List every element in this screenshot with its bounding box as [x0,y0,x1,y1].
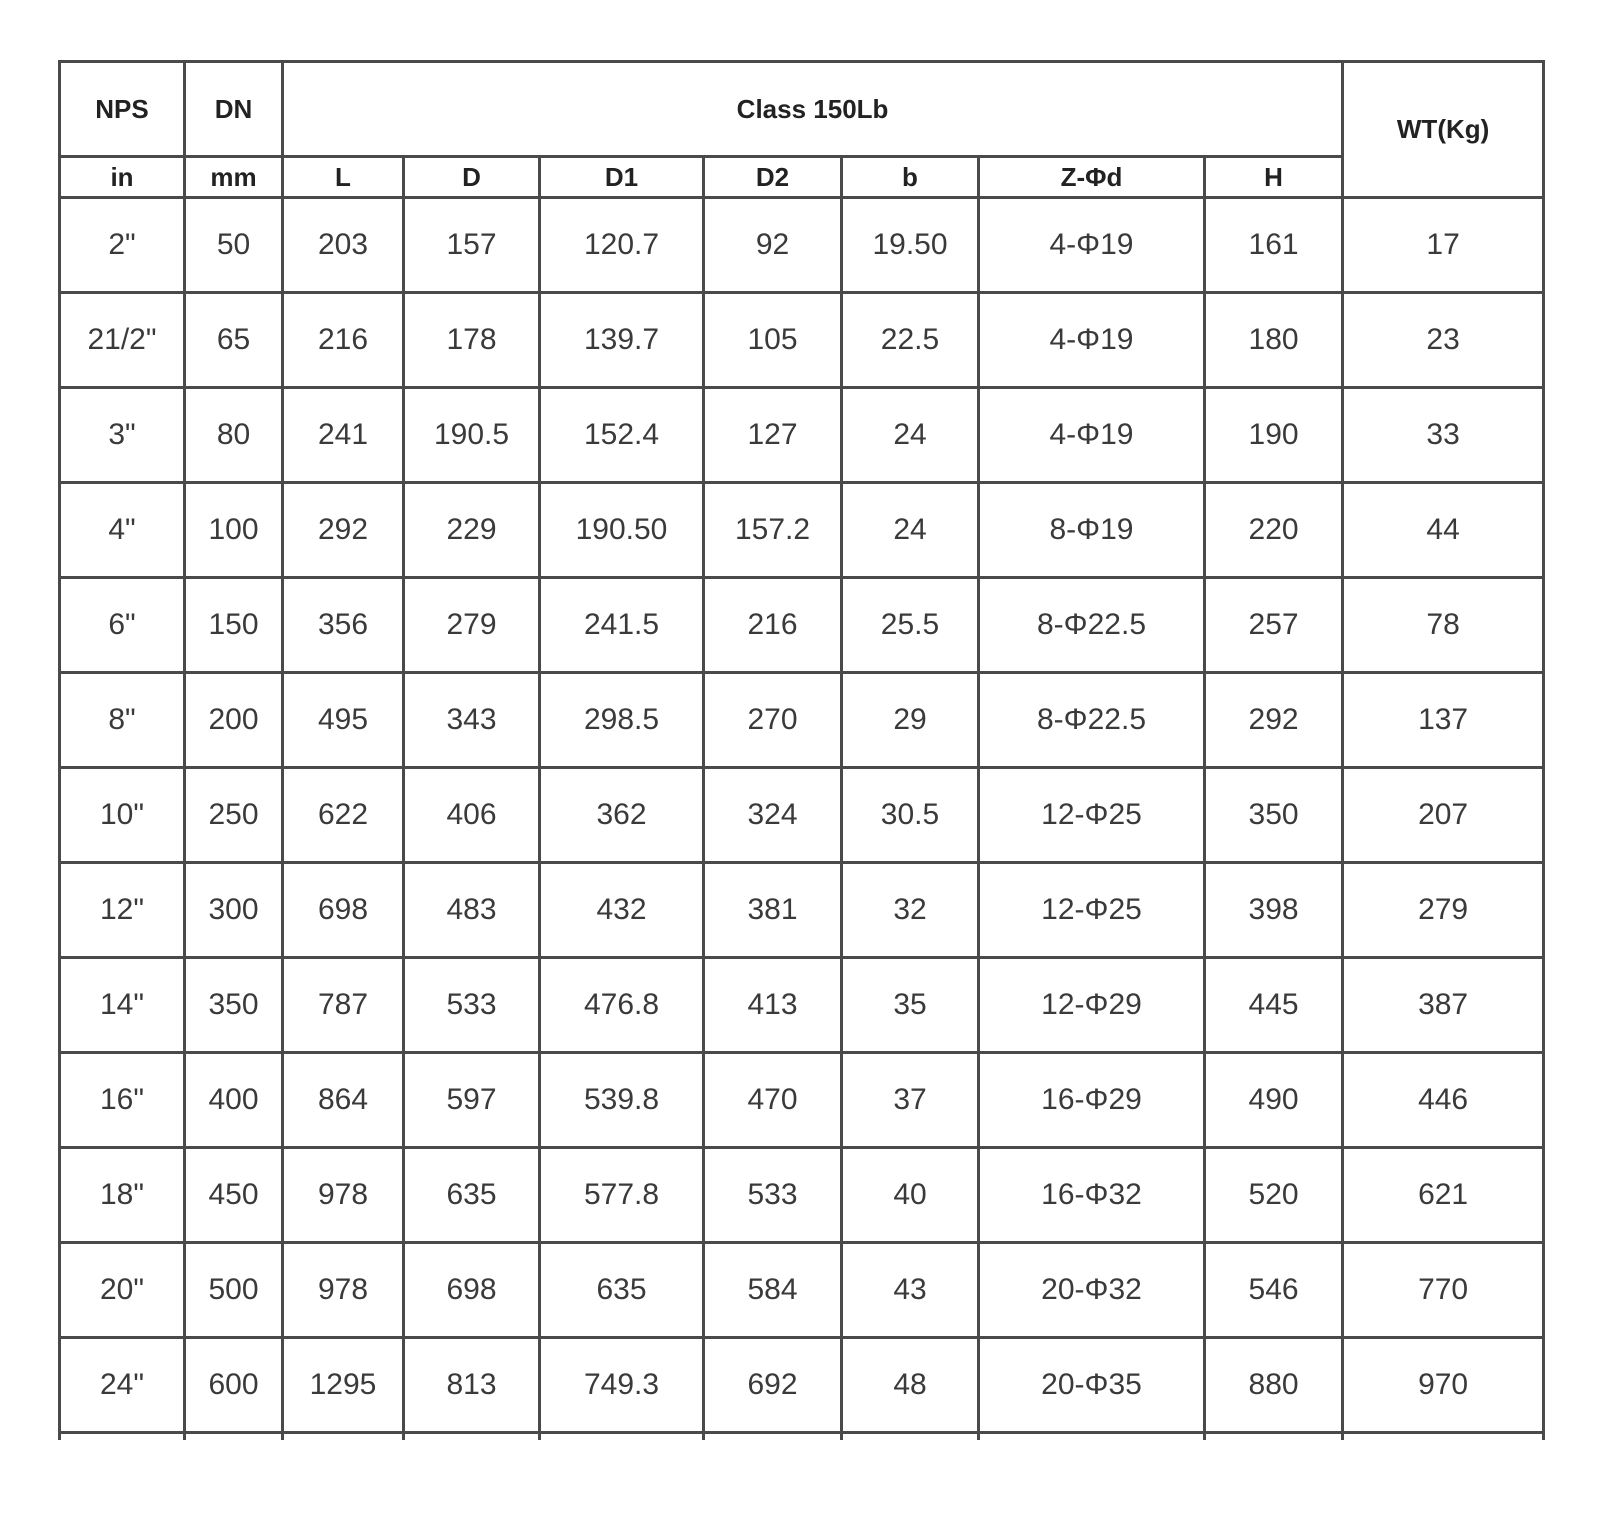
cell-h: 398 [1205,863,1343,958]
subheader-d1: D1 [540,157,704,198]
cell-weight: 970 [1343,1338,1544,1433]
cell-d2: 216 [704,578,842,673]
cell-h: 880 [1205,1338,1343,1433]
cell-d2: 92 [704,198,842,293]
cell-d: 229 [404,483,540,578]
tail-cell [704,1433,842,1441]
table-row [60,863,1544,958]
table-row [60,768,1544,863]
header-dn: DN [185,62,283,157]
cell-z-phi-d: 20-Φ35 [979,1338,1205,1433]
cell-nps: 4" [60,483,185,578]
cell-weight: 279 [1343,863,1544,958]
cell-h: 190 [1205,388,1343,483]
subheader-b: b [842,157,979,198]
header-weight: WT(Kg) [1343,62,1544,198]
valve-dimension-table [58,60,1545,1440]
cell-d: 406 [404,768,540,863]
cell-weight: 137 [1343,673,1544,768]
cell-dn: 100 [185,483,283,578]
cell-z-phi-d: 4-Φ19 [979,293,1205,388]
cell-dn: 500 [185,1243,283,1338]
subheader-h: H [1205,157,1343,198]
cell-b: 19.50 [842,198,979,293]
tail-cell [979,1433,1205,1441]
cell-weight: 621 [1343,1148,1544,1243]
cell-d: 597 [404,1053,540,1148]
cell-l: 203 [283,198,404,293]
cell-h: 292 [1205,673,1343,768]
cell-l: 864 [283,1053,404,1148]
cell-l: 356 [283,578,404,673]
cell-dn: 300 [185,863,283,958]
cell-dn: 600 [185,1338,283,1433]
table-row [60,1243,1544,1338]
cell-nps: 24" [60,1338,185,1433]
table-row [60,1148,1544,1243]
cell-d2: 324 [704,768,842,863]
cell-d1: 476.8 [540,958,704,1053]
cell-dn: 50 [185,198,283,293]
tail-cell [283,1433,404,1441]
cell-d: 279 [404,578,540,673]
cell-weight: 770 [1343,1243,1544,1338]
cell-h: 220 [1205,483,1343,578]
cell-d: 343 [404,673,540,768]
cell-d2: 157.2 [704,483,842,578]
cell-d2: 127 [704,388,842,483]
cell-l: 241 [283,388,404,483]
cell-z-phi-d: 12-Φ25 [979,863,1205,958]
cell-weight: 33 [1343,388,1544,483]
header-row-sub [60,157,1544,198]
cell-d: 813 [404,1338,540,1433]
cell-z-phi-d: 16-Φ32 [979,1148,1205,1243]
cell-nps: 2" [60,198,185,293]
header-nps: NPS [60,62,185,157]
subheader-in: in [60,157,185,198]
cell-nps: 18" [60,1148,185,1243]
table-row [60,1338,1544,1433]
cell-z-phi-d: 8-Φ22.5 [979,673,1205,768]
cell-dn: 150 [185,578,283,673]
cell-nps: 8" [60,673,185,768]
cell-b: 24 [842,388,979,483]
table-row [60,293,1544,388]
subheader-l: L [283,157,404,198]
table-row [60,1053,1544,1148]
cell-l: 978 [283,1148,404,1243]
cell-dn: 450 [185,1148,283,1243]
cell-weight: 446 [1343,1053,1544,1148]
cell-d1: 635 [540,1243,704,1338]
tail-cell [404,1433,540,1441]
cell-h: 445 [1205,958,1343,1053]
subheader-d2: D2 [704,157,842,198]
cell-b: 48 [842,1338,979,1433]
cell-h: 520 [1205,1148,1343,1243]
tail-cell [540,1433,704,1441]
cell-weight: 207 [1343,768,1544,863]
cell-dn: 250 [185,768,283,863]
cell-l: 1295 [283,1338,404,1433]
cell-b: 40 [842,1148,979,1243]
cell-weight: 78 [1343,578,1544,673]
tail-cell [1343,1433,1544,1441]
cell-d: 483 [404,863,540,958]
cell-b: 29 [842,673,979,768]
cell-d1: 298.5 [540,673,704,768]
cell-l: 495 [283,673,404,768]
cell-d1: 241.5 [540,578,704,673]
cell-d1: 139.7 [540,293,704,388]
cell-b: 43 [842,1243,979,1338]
table-row [60,483,1544,578]
subheader-d: D [404,157,540,198]
cell-b: 35 [842,958,979,1053]
cell-nps: 10" [60,768,185,863]
cell-z-phi-d: 8-Φ19 [979,483,1205,578]
cell-nps: 6" [60,578,185,673]
cell-d: 698 [404,1243,540,1338]
cell-d1: 539.8 [540,1053,704,1148]
cell-d2: 413 [704,958,842,1053]
tail-cell [185,1433,283,1441]
header-row-top [60,62,1544,157]
cell-d2: 381 [704,863,842,958]
cell-d: 533 [404,958,540,1053]
cell-d1: 432 [540,863,704,958]
cell-weight: 44 [1343,483,1544,578]
cell-weight: 23 [1343,293,1544,388]
cell-b: 25.5 [842,578,979,673]
cell-l: 787 [283,958,404,1053]
cell-z-phi-d: 12-Φ25 [979,768,1205,863]
cell-d: 157 [404,198,540,293]
cell-d2: 584 [704,1243,842,1338]
cell-nps: 3" [60,388,185,483]
cell-dn: 400 [185,1053,283,1148]
cell-b: 22.5 [842,293,979,388]
cell-z-phi-d: 4-Φ19 [979,388,1205,483]
cell-nps: 20" [60,1243,185,1338]
cell-nps: 14" [60,958,185,1053]
cell-h: 546 [1205,1243,1343,1338]
cell-h: 350 [1205,768,1343,863]
cell-d1: 577.8 [540,1148,704,1243]
cell-d1: 749.3 [540,1338,704,1433]
table-row [60,388,1544,483]
cell-nps: 21/2" [60,293,185,388]
cell-d2: 692 [704,1338,842,1433]
cell-b: 24 [842,483,979,578]
cell-nps: 12" [60,863,185,958]
cell-d1: 120.7 [540,198,704,293]
subheader-z-phi-d: Z-Φd [979,157,1205,198]
cell-d2: 533 [704,1148,842,1243]
cell-z-phi-d: 4-Φ19 [979,198,1205,293]
cell-h: 490 [1205,1053,1343,1148]
cell-b: 30.5 [842,768,979,863]
cell-b: 32 [842,863,979,958]
cell-l: 698 [283,863,404,958]
cell-d: 178 [404,293,540,388]
table-row [60,578,1544,673]
cell-d1: 190.50 [540,483,704,578]
table-row [60,958,1544,1053]
header-class: Class 150Lb [283,62,1343,157]
cell-nps: 16" [60,1053,185,1148]
cell-d1: 152.4 [540,388,704,483]
cell-l: 978 [283,1243,404,1338]
tail-cell [1205,1433,1343,1441]
tail-cell [60,1433,185,1441]
table-row [60,673,1544,768]
cell-dn: 65 [185,293,283,388]
table-tail-row [60,1433,1544,1441]
cell-z-phi-d: 16-Φ29 [979,1053,1205,1148]
cell-d2: 270 [704,673,842,768]
cell-dn: 200 [185,673,283,768]
cell-b: 37 [842,1053,979,1148]
cell-l: 622 [283,768,404,863]
table-row [60,198,1544,293]
tail-cell [842,1433,979,1441]
cell-h: 257 [1205,578,1343,673]
cell-l: 216 [283,293,404,388]
cell-d: 635 [404,1148,540,1243]
cell-z-phi-d: 8-Φ22.5 [979,578,1205,673]
cell-d1: 362 [540,768,704,863]
cell-weight: 387 [1343,958,1544,1053]
cell-z-phi-d: 12-Φ29 [979,958,1205,1053]
cell-dn: 350 [185,958,283,1053]
cell-z-phi-d: 20-Φ32 [979,1243,1205,1338]
cell-h: 161 [1205,198,1343,293]
cell-d2: 470 [704,1053,842,1148]
cell-l: 292 [283,483,404,578]
cell-d2: 105 [704,293,842,388]
subheader-mm: mm [185,157,283,198]
cell-weight: 17 [1343,198,1544,293]
cell-h: 180 [1205,293,1343,388]
cell-d: 190.5 [404,388,540,483]
cell-dn: 80 [185,388,283,483]
